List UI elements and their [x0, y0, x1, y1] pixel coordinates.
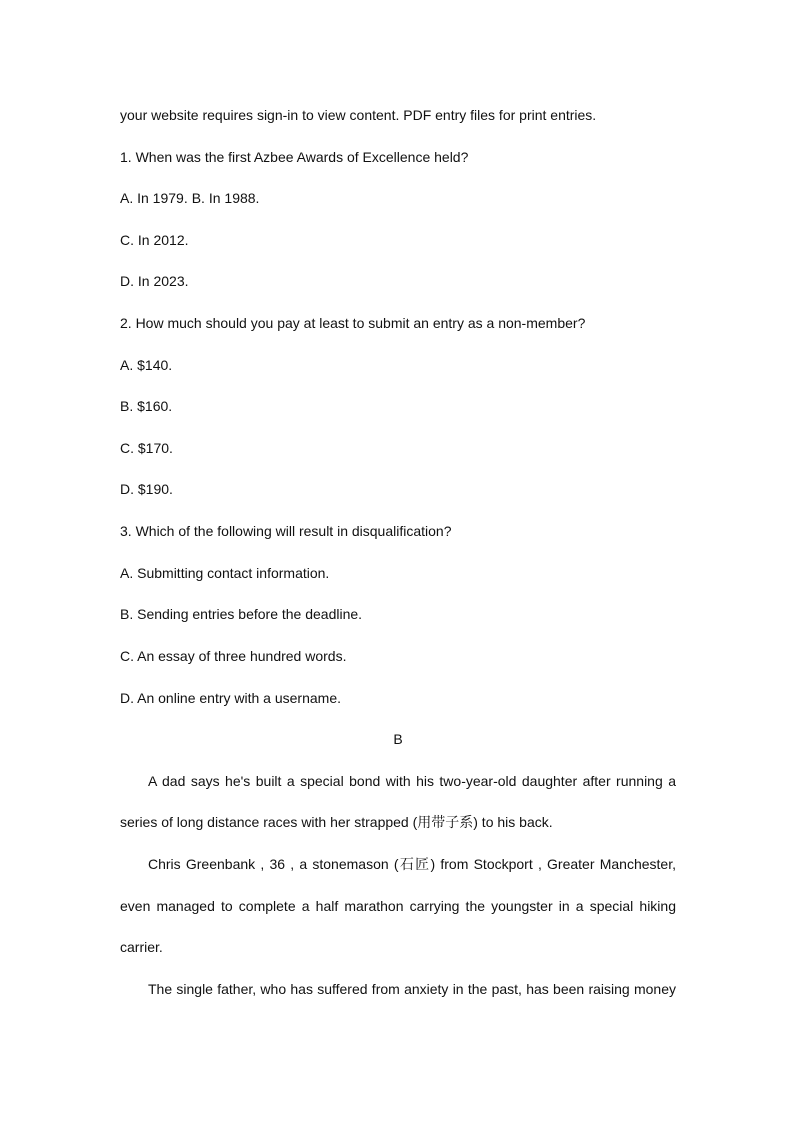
question-2-option-d: D. $190. [120, 481, 173, 498]
question-1-stem: 1. When was the first Azbee Awards of Excellence held? [120, 148, 469, 165]
question-3-option-b: B. Sending entries before the deadline. [120, 606, 363, 623]
passage-p2-line-3: carrier. [120, 939, 163, 956]
preceding-text-line: your website requires sign-in to view content. PDF entry files for print entries. [120, 107, 597, 123]
question-1-option-b: B. In 1988. [191, 190, 260, 207]
passage-p2-line-2: even managed to complete a half marathon carrying the youngster in a special hiking [120, 897, 676, 914]
question-2-option-a: A. $140. [120, 356, 173, 373]
question-1-option-a: A. In 1979. [120, 190, 188, 207]
question-2-stem: 2. How much should you pay at least to submit an entry as a non-member? [120, 315, 586, 332]
question-3-option-d: D. An online entry with a username. [120, 689, 342, 706]
page-content [120, 95, 676, 1010]
passage-p1-line-1: A dad says he's built a special bond with his two-year-old daughter after running a [148, 772, 676, 789]
question-1-options-ab [120, 178, 676, 220]
passage-p2-line-1: Chris Greenbank , 36 , a stonemason (石匠) from Stockport , Greater Manchester, [148, 855, 676, 872]
question-3-option-a: A. Submitting contact information. [120, 564, 330, 581]
question-3-option-c: C. An essay of three hundred words. [120, 647, 347, 664]
question-1-option-d: D. In 2023. [120, 273, 189, 290]
passage-p1-line-2: series of long distance races with her strapped (用带子系) to his back. [120, 814, 553, 831]
question-2-option-b: B. $160. [120, 398, 173, 415]
passage-p3-line-1: The single father, who has suffered from anxiety in the past, has been raising money [148, 980, 676, 997]
question-3-stem: 3. Which of the following will result in disqualification? [120, 523, 452, 540]
section-heading: B [393, 731, 403, 748]
question-1-option-c: C. In 2012. [120, 231, 189, 248]
question-2-option-c: C. $170. [120, 439, 173, 456]
